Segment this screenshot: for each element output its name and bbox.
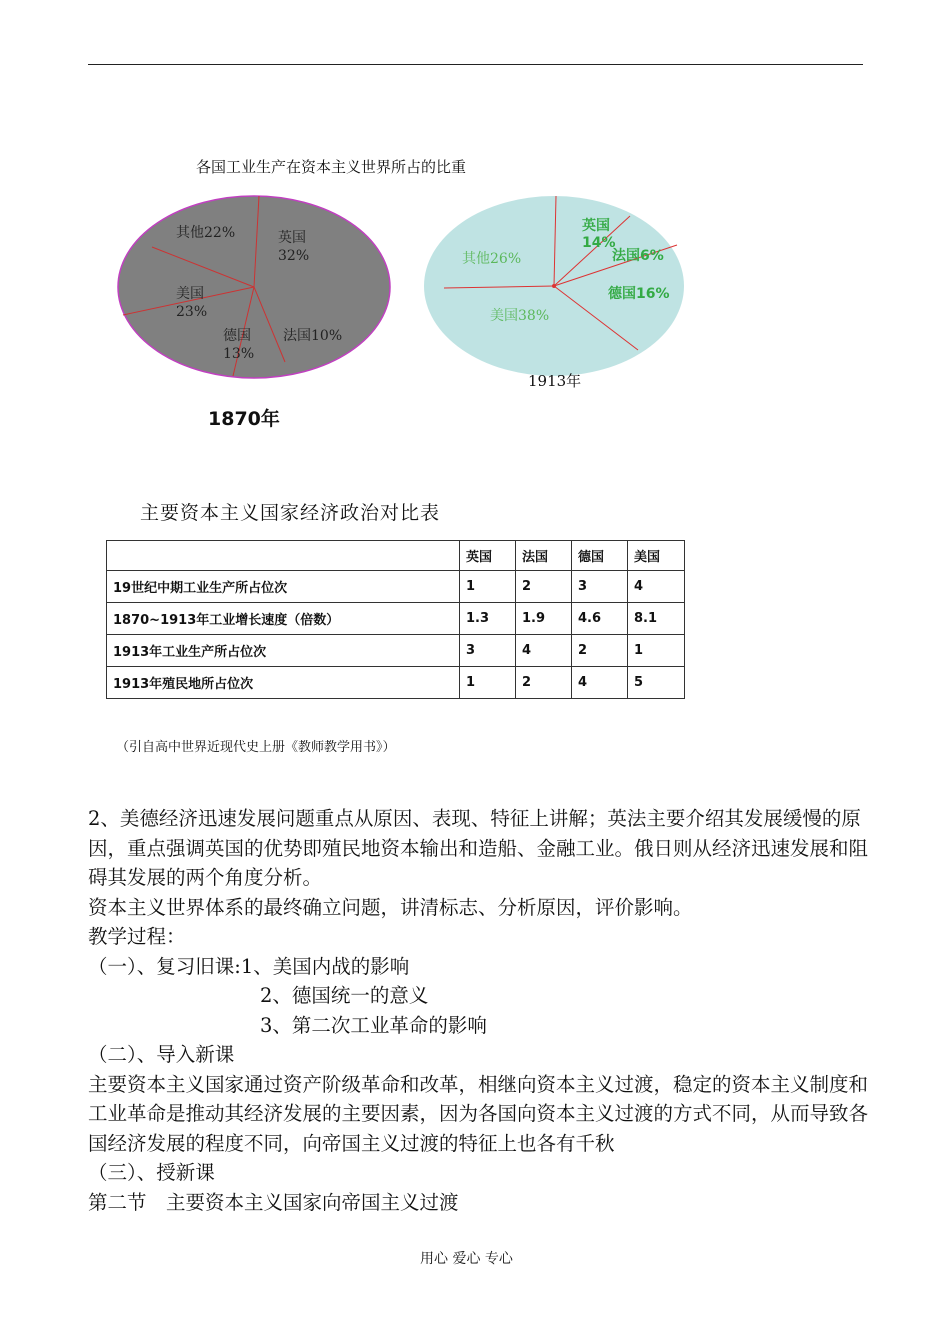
table-cell: 3 xyxy=(572,571,628,603)
pie-1870-label-uk-pct: 32% xyxy=(278,248,310,264)
pie-1870-label-fr: 法国10% xyxy=(283,328,343,344)
table-title: 主要资本主义国家经济政治对比表 xyxy=(140,502,441,524)
paragraph: 2、美德经济迅速发展问题重点从原因、表现、特征上讲解；英法主要介绍其发展缓慢的原因，重点强调英国的优势即殖民地资本输出和造船、金融工业。俄日则从经济迅速发展和阻碍其发展的两个角度分析。 xyxy=(88,807,869,889)
table-row xyxy=(107,603,685,635)
pie-1913 xyxy=(424,196,684,376)
table-header-cell: 法国 xyxy=(516,541,572,571)
table-cell: 1913年工业生产所占位次 xyxy=(107,635,460,667)
table-cell: 1 xyxy=(628,635,685,667)
table-cell: 2 xyxy=(516,571,572,603)
table-row xyxy=(107,667,685,699)
header-rule xyxy=(88,64,863,65)
table-cell: 4 xyxy=(516,635,572,667)
comparison-table xyxy=(106,540,685,699)
table-cell: 2 xyxy=(572,635,628,667)
table-cell: 1870~1913年工业增长速度（倍数） xyxy=(107,603,460,635)
table-row xyxy=(107,571,685,603)
paragraph: 主要资本主义国家通过资产阶级革命和改革，相继向资本主义过渡，稳定的资本主义制度和工业革命是推动其经济发展的主要因素，因为各国向资本主义过渡的方式不同，从而导致各国经济发展的程度不同，向帝国主义过渡的特征上也各有千秋 xyxy=(88,1072,869,1155)
pie-1870-label-de-pct: 13% xyxy=(223,346,255,362)
table-header-cell: 美国 xyxy=(628,541,685,571)
table-cell: 4 xyxy=(572,667,628,699)
paragraph: （二）、导入新课 xyxy=(88,1043,235,1066)
pie-1870 xyxy=(118,196,390,378)
table-cell: 4.6 xyxy=(572,603,628,635)
table-header-cell: 英国 xyxy=(460,541,516,571)
table-cell: 2 xyxy=(516,667,572,699)
table-source-note: （引自高中世界近现代史上册《教师教学用书》） xyxy=(116,740,396,755)
body-text xyxy=(88,804,868,1217)
chart-title: 各国工业生产在资本主义世界所占的比重 xyxy=(196,158,467,176)
table-cell: 19世纪中期工业生产所占位次 xyxy=(107,571,460,603)
pie-1913-label-uk-pct: 14% xyxy=(582,235,616,251)
pie-1870-label-us-pct: 23% xyxy=(176,304,208,320)
pie-charts xyxy=(110,190,710,390)
table-header-cell xyxy=(107,541,460,571)
pie-1913-label-other: 其他26% xyxy=(462,251,522,267)
pie-1870-label-other: 其他22% xyxy=(176,225,236,241)
table-header-cell: 德国 xyxy=(572,541,628,571)
pie-1870-label-us-name: 美国 xyxy=(176,286,204,302)
table-cell: 1.3 xyxy=(460,603,516,635)
page-footer: 用心 爱心 专心 xyxy=(420,1251,513,1267)
pie-1913-label-de: 德国16% xyxy=(608,286,670,302)
table-row xyxy=(107,635,685,667)
paragraph: 资本主义世界体系的最终确立问题，讲清标志、分析原因，评价影响。 xyxy=(88,895,693,919)
table-header-row xyxy=(107,541,685,571)
paragraph: 2、德国统一的意义 xyxy=(260,984,429,1007)
pie-1870-label-de-name: 德国 xyxy=(223,328,251,344)
paragraph: （一）、复习旧课:1、美国内战的影响 xyxy=(88,954,410,978)
pie-1913-label-uk-name: 英国 xyxy=(582,218,610,234)
pie-1870-label-uk-name: 英国 xyxy=(278,230,306,246)
pie-1913-center xyxy=(552,284,556,288)
table-cell: 1 xyxy=(460,571,516,603)
pie-1913-label-fr: 法国6% xyxy=(612,248,664,264)
pie-1913-caption: 1913年 xyxy=(528,372,582,390)
pie-1870-caption: 1870年 xyxy=(208,408,280,430)
table-cell: 4 xyxy=(628,571,685,603)
paragraph: 3、第二次工业革命的影响 xyxy=(260,1013,487,1037)
paragraph: 教学过程： xyxy=(88,925,186,948)
table-cell: 3 xyxy=(460,635,516,667)
table-cell: 8.1 xyxy=(628,603,685,635)
paragraph: （三）、授新课 xyxy=(88,1161,215,1184)
pie-1913-label-us: 美国38% xyxy=(490,308,550,324)
table-cell: 1913年殖民地所占位次 xyxy=(107,667,460,699)
table-cell: 1.9 xyxy=(516,603,572,635)
paragraph: 第二节 主要资本主义国家向帝国主义过渡 xyxy=(88,1190,459,1214)
table-cell: 5 xyxy=(628,667,685,699)
table-cell: 1 xyxy=(460,667,516,699)
